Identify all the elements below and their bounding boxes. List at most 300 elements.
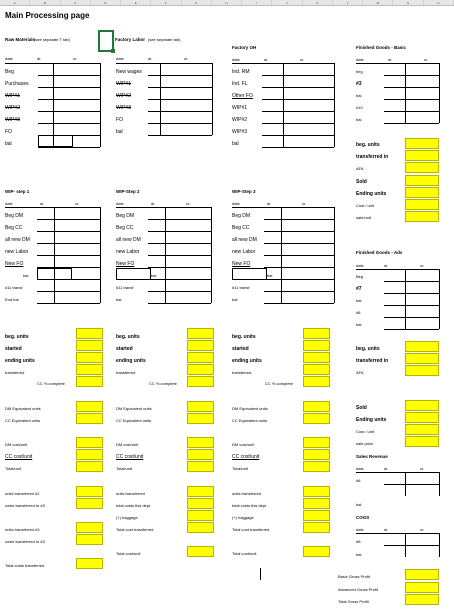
col-date: date <box>232 201 240 206</box>
rm-row-label: WIP#3 <box>5 117 21 123</box>
gross-profit-label: Basic Gross Profit <box>338 574 371 579</box>
fl-row-label: WIP#1 <box>116 81 132 87</box>
h-rule <box>38 147 100 148</box>
foh-row-label: Ind. FL <box>232 81 248 87</box>
col-cr: cr. <box>184 56 189 61</box>
h-rule <box>262 147 334 148</box>
dm-eq-units: DM Equivalent units <box>5 406 41 411</box>
input-cell[interactable] <box>405 400 439 411</box>
transfer-label: Total costs transferred <box>5 563 45 568</box>
cogs-row: bal <box>356 552 362 557</box>
col-date: date <box>232 57 240 62</box>
input-cell[interactable] <box>303 461 330 472</box>
col-date: date <box>5 56 13 61</box>
input-cell[interactable] <box>303 437 330 448</box>
adv-unit-label: beg. units <box>356 346 380 352</box>
fill-handle[interactable] <box>111 49 115 53</box>
h-rule <box>37 243 100 244</box>
wip-units-label: transferred <box>116 370 136 375</box>
transfer-label: Total cost transferred <box>116 527 154 532</box>
adv-unit-label: sale price <box>356 441 374 447</box>
input-cell[interactable] <box>303 352 330 363</box>
col-date: date <box>116 56 124 61</box>
fgb-unit-label: Sold <box>356 178 367 185</box>
total-unit: Total/unit <box>116 466 133 471</box>
input-cell[interactable] <box>405 424 439 435</box>
fl-row-label: WIP#2 <box>116 93 132 99</box>
h-rule <box>262 135 334 136</box>
input-cell[interactable] <box>303 401 330 412</box>
col-cr: cr. <box>302 201 307 206</box>
h-rule <box>116 63 212 64</box>
fgb-row-label: bal <box>356 93 362 98</box>
input-cell[interactable] <box>187 376 214 387</box>
input-cell[interactable] <box>405 162 439 173</box>
col-cr: cr. <box>300 57 305 62</box>
col-date: date <box>356 466 364 471</box>
h-rule <box>384 99 439 100</box>
h-rule <box>148 123 212 124</box>
foh-row-label: WIP#2 <box>232 117 248 123</box>
input-cell[interactable] <box>405 150 439 161</box>
dm-cost: DM cost/unit <box>5 442 28 447</box>
transfer-label: units transferred #3 <box>5 527 40 532</box>
col-date: date <box>356 527 364 532</box>
v-rule <box>439 533 440 557</box>
v-rule <box>405 63 406 123</box>
input-cell[interactable] <box>76 461 103 472</box>
cc-cost: CC cost/unit <box>116 454 144 460</box>
wip-units-label: ending units <box>232 358 262 364</box>
rm-row-label: WIP#1 <box>5 93 21 99</box>
transfer-label: total costs this dept <box>116 503 151 508</box>
gross-profit-label: Advanced Gross Profit <box>338 586 379 592</box>
note: (see separate T tab) <box>34 37 70 42</box>
input-cell[interactable] <box>76 328 103 339</box>
h-rule <box>384 75 439 76</box>
input-cell[interactable] <box>405 341 439 352</box>
v-rule <box>100 63 101 147</box>
v-rule <box>212 63 213 135</box>
h-rule <box>384 281 439 282</box>
input-cell[interactable] <box>187 340 214 351</box>
input-cell[interactable] <box>76 437 103 448</box>
cc-cost: CC cost/unit <box>232 454 260 460</box>
h-rule <box>148 255 211 256</box>
cc-eq-units: CC Equivalent units <box>116 418 152 423</box>
h-rule <box>262 123 334 124</box>
h-rule <box>148 303 211 304</box>
fgb-row-label: beg <box>356 69 363 74</box>
cc-complete: CC % complete <box>37 381 65 386</box>
input-cell[interactable] <box>405 582 439 593</box>
column-header[interactable]: G <box>182 0 212 5</box>
column-header[interactable]: L <box>333 0 363 5</box>
input-cell[interactable] <box>405 365 439 376</box>
factory-labor-title: Factory Labor <box>115 37 146 42</box>
h-rule <box>356 472 440 473</box>
input-cell[interactable] <box>303 486 330 497</box>
column-header[interactable]: J <box>272 0 302 5</box>
transfer-label: units transferred #2 <box>5 491 40 496</box>
input-cell[interactable] <box>187 328 214 339</box>
col-date: date <box>356 57 364 62</box>
input-cell[interactable] <box>76 486 103 497</box>
transfer-label: costs transferred to #3 <box>5 503 45 508</box>
input-cell[interactable] <box>303 498 330 509</box>
input-cell[interactable] <box>76 413 103 424</box>
adv-row-label: #7 <box>356 286 362 292</box>
wip-row-label: Beg DM <box>116 213 135 219</box>
h-rule <box>264 291 334 292</box>
rm-row-label: FO <box>5 129 12 135</box>
fgb-row-label: #10 <box>356 105 363 110</box>
input-cell[interactable] <box>303 449 330 460</box>
input-cell[interactable] <box>187 461 214 472</box>
input-cell[interactable] <box>303 376 330 387</box>
adv-row-label: Beg <box>356 274 364 279</box>
h-rule <box>37 303 100 304</box>
input-cell[interactable] <box>76 522 103 533</box>
h-rule <box>38 75 100 76</box>
h-rule <box>356 533 440 534</box>
col-cr: cr. <box>75 201 80 206</box>
wip-transfer: #11 transf <box>5 285 23 290</box>
column-header-row[interactable] <box>0 0 454 6</box>
v-rule <box>439 472 440 496</box>
input-cell[interactable] <box>405 412 439 423</box>
transfer-label: (+) baggage <box>232 515 254 520</box>
input-cell[interactable] <box>303 510 330 521</box>
wip-row-label: all new DM <box>232 237 257 243</box>
dm-eq-units: DM Equivalent units <box>116 406 152 411</box>
adv-unit-label: AFA <box>356 370 364 376</box>
h-rule <box>38 99 100 100</box>
wip-box[interactable] <box>232 268 267 280</box>
factory-oh-title: Factory OH <box>232 45 257 50</box>
fl-row-label: bal <box>116 129 123 135</box>
input-cell[interactable] <box>76 364 103 375</box>
wip-row-label: new Labor <box>232 249 256 255</box>
wip-title: WIP- step 1 <box>5 189 30 194</box>
col-dr: dr. <box>264 57 269 62</box>
input-cell[interactable] <box>303 546 330 557</box>
cc-complete: CC % complete <box>149 381 177 386</box>
page-title: Main Processing page <box>5 11 90 20</box>
wip-box[interactable] <box>37 268 72 280</box>
h-rule <box>148 111 212 112</box>
h-rule <box>148 267 211 268</box>
h-rule <box>262 111 334 112</box>
v-rule <box>439 269 440 329</box>
transfer-label: costs transferred to #3 <box>5 539 45 544</box>
h-rule <box>37 255 100 256</box>
h-rule <box>148 219 211 220</box>
wip-units-label: transferred <box>5 370 25 375</box>
input-cell[interactable] <box>76 534 103 545</box>
h-rule <box>264 303 334 304</box>
h-rule <box>148 75 212 76</box>
column-header[interactable]: N <box>393 0 423 5</box>
adv-row-label: bal <box>356 322 362 327</box>
h-rule <box>5 207 100 208</box>
col-dr: dr. <box>388 57 393 62</box>
col-cr: cr. <box>420 466 425 471</box>
adv-unit-label: Cost / unit <box>356 429 375 434</box>
input-cell[interactable] <box>303 364 330 375</box>
foh-row-label: WIP#1 <box>232 105 248 111</box>
bal-cell[interactable] <box>38 135 73 147</box>
column-header[interactable]: D <box>91 0 121 5</box>
h-rule <box>384 293 439 294</box>
wip-units-label: started <box>5 346 22 352</box>
input-cell[interactable] <box>76 449 103 460</box>
col-dr: dr. <box>148 56 153 61</box>
foh-row-label: WIP#3 <box>232 129 248 135</box>
sales-title: Sales Revenue <box>356 454 388 459</box>
input-cell[interactable] <box>187 352 214 363</box>
col-cr: cr. <box>186 201 191 206</box>
input-cell[interactable] <box>405 138 439 149</box>
fl-row-label: FO <box>116 117 123 123</box>
adv-row-label: #8 <box>356 310 361 315</box>
h-rule <box>264 279 334 280</box>
col-dr: dr. <box>384 263 389 268</box>
input-cell[interactable] <box>405 199 439 210</box>
cc-complete: CC % complete <box>265 381 293 386</box>
column-header[interactable]: M <box>363 0 393 5</box>
h-rule <box>116 207 211 208</box>
input-cell[interactable] <box>76 376 103 387</box>
input-cell[interactable] <box>187 437 214 448</box>
column-header[interactable]: F <box>151 0 181 5</box>
h-rule <box>148 243 211 244</box>
col-dr: dr. <box>384 466 389 471</box>
h-rule <box>148 135 212 136</box>
column-header[interactable]: I <box>242 0 272 5</box>
v-rule <box>405 269 406 329</box>
dm-cost: DM cost/unit <box>232 442 255 447</box>
wip-units-label: ending units <box>5 358 35 364</box>
fgb-unit-label: Cost / unit <box>356 203 375 208</box>
rm-row-label: Beg <box>5 69 14 75</box>
total-unit: Total/unit <box>5 466 22 471</box>
fgb-unit-label: Ending units <box>356 190 387 197</box>
wip-units-label: started <box>116 346 133 352</box>
gross-profit-label: Total Gross Profit <box>338 599 369 604</box>
dm-eq-units: DM Equivalent units <box>232 406 268 411</box>
h-rule <box>356 269 440 270</box>
column-header[interactable]: E <box>121 0 151 5</box>
wip-row-label: New FO <box>232 261 251 267</box>
fl-row-label: WIP#3 <box>116 105 132 111</box>
input-cell[interactable] <box>187 364 214 375</box>
wip-endbal: bal <box>232 297 238 302</box>
input-cell[interactable] <box>405 569 439 580</box>
wip-transfer: #11 transf <box>116 285 134 290</box>
h-rule <box>384 329 439 330</box>
h-rule <box>262 99 334 100</box>
h-rule <box>264 255 334 256</box>
input-cell[interactable] <box>76 340 103 351</box>
wip-transfer: #11 transf <box>232 285 250 290</box>
v-rule <box>334 207 335 303</box>
column-header[interactable]: A <box>0 0 30 5</box>
wip-units-label: beg. units <box>232 334 256 340</box>
fl-row-label: New wages <box>116 69 142 75</box>
rm-row-label: Purchases <box>5 81 29 87</box>
transfer-label: units transferred <box>116 491 145 496</box>
input-cell[interactable] <box>76 558 103 569</box>
input-cell[interactable] <box>405 211 439 222</box>
input-cell[interactable] <box>303 413 330 424</box>
h-rule <box>264 267 334 268</box>
col-dr: dr. <box>151 201 156 206</box>
wip-endbal: bal <box>116 297 122 302</box>
input-cell[interactable] <box>187 413 214 424</box>
dm-cost: DM cost/unit <box>116 442 139 447</box>
rm-row-label: bal <box>5 141 12 147</box>
wip-row-label: Beg CC <box>116 225 134 231</box>
foh-row-label: bal <box>232 141 239 147</box>
h-rule <box>148 99 212 100</box>
raw-materials-title: Raw Materials <box>5 37 36 42</box>
foh-row-label: Other FO <box>232 93 253 99</box>
wip-units-label: transferred <box>232 370 252 375</box>
wip-row-label: Beg DM <box>232 213 251 219</box>
input-cell[interactable] <box>303 328 330 339</box>
h-rule <box>262 75 334 76</box>
input-cell[interactable] <box>187 486 214 497</box>
v-rule <box>211 207 212 303</box>
wip-row-label: all new DM <box>5 237 30 243</box>
sales-row: #8 <box>356 478 361 483</box>
h-rule <box>384 111 439 112</box>
column-header[interactable]: O <box>424 0 454 5</box>
note: (see separate tab) <box>148 37 181 42</box>
cogs-row: #8 <box>356 539 361 544</box>
column-header[interactable]: K <box>303 0 333 5</box>
input-cell[interactable] <box>76 498 103 509</box>
input-cell[interactable] <box>187 498 214 509</box>
h-rule <box>37 219 100 220</box>
h-rule <box>148 231 211 232</box>
input-cell[interactable] <box>303 340 330 351</box>
fgb-row-label: #3 <box>356 81 362 87</box>
h-rule <box>232 207 334 208</box>
adv-unit-label: transferred in <box>356 358 389 365</box>
col-dr: dr. <box>40 201 45 206</box>
transfer-label: units transferred <box>232 491 261 496</box>
wip-units-label: ending units <box>116 358 146 364</box>
transfer-label: total costs this dept <box>232 503 267 508</box>
transfer-label: Total cost transferred <box>232 527 270 532</box>
total-unit: Total/unit <box>232 466 249 471</box>
wip-units-label: beg. units <box>5 334 29 340</box>
v-rule <box>439 63 440 123</box>
col-dr: dr. <box>37 56 42 61</box>
wip-row-label: Beg CC <box>232 225 250 231</box>
foh-row-label: Ind. RM <box>232 69 250 75</box>
h-rule <box>384 305 439 306</box>
transfer-label: (+) baggage <box>116 515 138 520</box>
h-rule <box>148 291 211 292</box>
input-cell[interactable] <box>303 522 330 533</box>
wip-bal: bal <box>23 273 29 278</box>
rm-row-label: WIP#2 <box>5 105 21 111</box>
cogs-title: COGS <box>356 515 370 520</box>
wip-row-label: Beg CC <box>5 225 23 231</box>
input-cell[interactable] <box>187 522 214 533</box>
column-header[interactable]: B <box>30 0 60 5</box>
h-rule <box>384 317 439 318</box>
fgb-unit-label: beg. units <box>356 142 380 148</box>
h-rule <box>384 545 439 546</box>
input-cell[interactable] <box>76 401 103 412</box>
adv-unit-label: Ending units <box>356 416 387 423</box>
input-cell[interactable] <box>76 352 103 363</box>
input-cell[interactable] <box>187 401 214 412</box>
wip-row-label: all new DM <box>116 237 141 243</box>
h-rule <box>262 87 334 88</box>
input-cell[interactable] <box>405 187 439 198</box>
cc-eq-units: CC Equivalent units <box>5 418 41 423</box>
input-cell[interactable] <box>405 594 439 605</box>
adv-unit-label: Sold <box>356 404 367 411</box>
wip-row-label: Beg DM <box>5 213 24 219</box>
v-rule <box>100 207 101 303</box>
input-cell[interactable] <box>405 353 439 364</box>
col-cr: cr. <box>420 263 425 268</box>
h-rule <box>384 123 439 124</box>
h-rule <box>38 111 100 112</box>
v-rule <box>260 568 261 580</box>
col-cr: cr. <box>424 57 429 62</box>
h-rule <box>38 123 100 124</box>
wip-row-label: new Labor <box>116 249 140 255</box>
input-cell[interactable] <box>187 510 214 521</box>
h-rule <box>38 87 100 88</box>
fgb-unit-label: sale/unit <box>356 215 371 221</box>
input-cell[interactable] <box>187 546 214 557</box>
h-rule <box>37 231 100 232</box>
h-rule <box>356 63 440 64</box>
transfer-label: Total cost/unit <box>232 551 257 556</box>
h-rule <box>264 243 334 244</box>
fgb-unit-label: transferred in <box>356 154 389 161</box>
wip-row-label: New FO <box>5 261 24 267</box>
col-date: date <box>116 201 124 206</box>
cc-cost: CC cost/unit <box>5 454 33 460</box>
wip-box[interactable] <box>116 268 151 280</box>
col-date: date <box>5 201 13 206</box>
finished-adv-title: Finished Goods - Adv <box>356 250 403 255</box>
column-header[interactable]: H <box>212 0 242 5</box>
h-rule <box>264 231 334 232</box>
input-cell[interactable] <box>187 449 214 460</box>
wip-row-label: new Labor <box>5 249 29 255</box>
finished-basic-title: Finished Goods - Basic <box>356 45 407 50</box>
column-header[interactable]: C <box>61 0 91 5</box>
h-rule <box>148 87 212 88</box>
input-cell[interactable] <box>405 436 439 447</box>
wip-units-label: started <box>232 346 249 352</box>
input-cell[interactable] <box>405 175 439 186</box>
wip-bal: bal <box>267 273 273 278</box>
h-rule <box>384 484 439 485</box>
col-cr: cr. <box>420 527 425 532</box>
v-rule <box>334 63 335 147</box>
